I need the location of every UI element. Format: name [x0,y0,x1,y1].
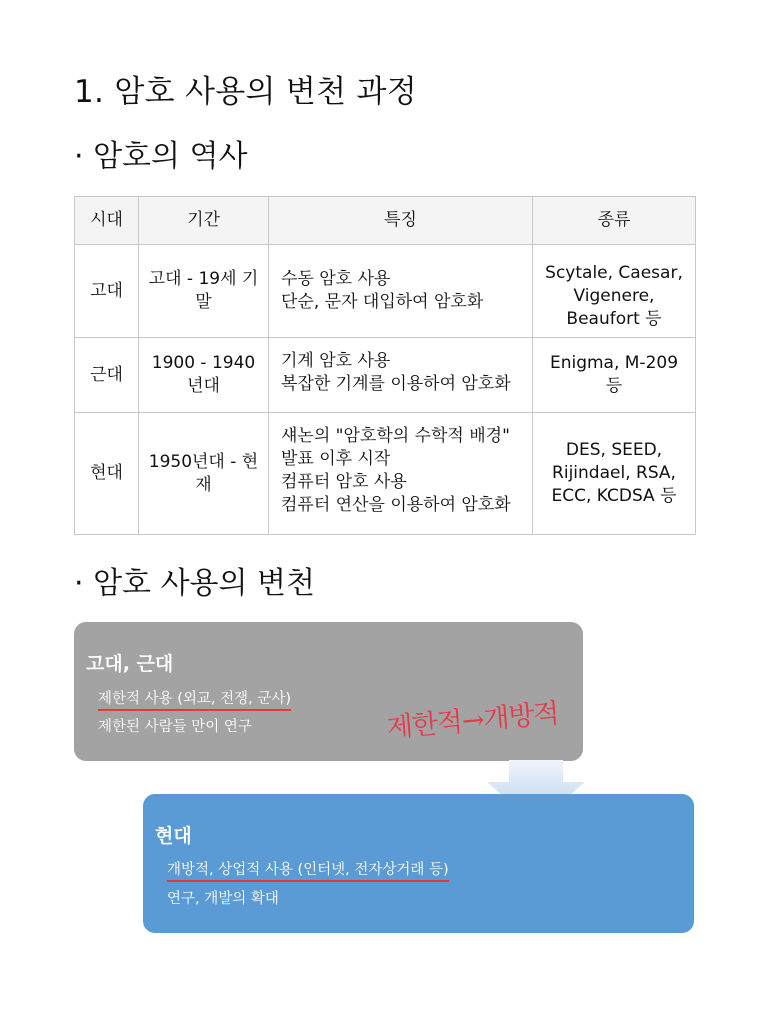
underlined-text: 제한적 사용 (외교, 전쟁, 군사) [98,691,291,711]
cell-era: 현대 [75,413,139,535]
column-header-era: 시대 [75,197,139,245]
cell-types [533,245,696,338]
contemporary-box [143,794,694,933]
page-title: 1. 암호 사용의 변천 과정 [74,74,418,110]
box-line: 연구, 개발의 확대 [167,891,279,907]
underlined-text: 개방적, 상업적 사용 (인터넷, 전자상거래 등) [167,862,449,882]
table-row [75,413,696,535]
table-row [75,338,696,413]
ancient-modern-box [74,622,583,761]
column-header-period: 기간 [139,197,269,245]
feature-line: 복잡한 기계를 이용하여 암호화 [281,374,511,394]
cell-types: DES, SEED, Rijindael, RSA, ECC, KCDSA 등 [533,413,696,535]
table-header-row [75,197,696,245]
feature-line: 컴퓨터 암호 사용 [281,472,407,492]
cell-period: 고대 - 19세 기 말 [139,245,269,338]
column-header-features: 특징 [269,197,533,245]
column-header-types: 종류 [533,197,696,245]
types-text: Scytale, Caesar, Vigenere, Beaufort 등 [545,263,683,329]
cell-period: 1950년대 - 현재 [139,413,269,535]
section-title-transition: · 암호 사용의 변천 [74,566,316,601]
section-title-history: · 암호의 역사 [74,139,248,174]
feature-line: 기계 암호 사용 [281,351,391,371]
cell-period: 1900 - 1940년대 [139,338,269,413]
table-row [75,245,696,338]
box-line [98,687,291,708]
cell-era: 근대 [75,338,139,413]
box-title: 현대 [155,825,192,847]
box-title: 고대, 근대 [86,653,174,675]
feature-line: 컴퓨터 연산을 이용하여 암호화 [281,495,511,515]
cell-types: Enigma, M-209 등 [533,338,696,413]
box-line [167,858,449,879]
feature-line: 단순, 문자 대입하여 암호화 [281,292,484,312]
crypto-history-table [74,196,696,535]
handwritten-annotation: 제한적→개방적 [385,697,560,744]
box-line: 제한된 사람들 만이 연구 [98,719,252,735]
cell-features [269,338,533,413]
cell-features [269,413,533,535]
cell-features [269,245,533,338]
feature-line: 수동 암호 사용 [281,269,391,289]
feature-line: 섀논의 "암호학의 수학적 배경" 발표 이후 시작 [281,426,510,469]
cell-era: 고대 [75,245,139,338]
